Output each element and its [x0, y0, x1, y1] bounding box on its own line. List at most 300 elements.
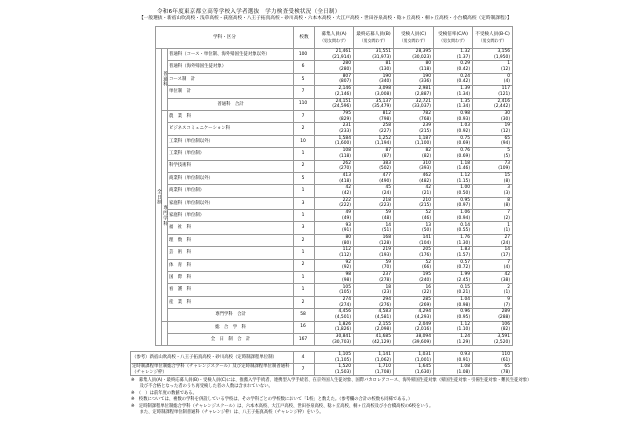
- previous-year-value: (8): [503, 178, 511, 184]
- current-year-value: 280: [342, 61, 352, 67]
- value-cell: [434, 160, 473, 172]
- previous-year-value: (12): [501, 129, 511, 135]
- schools-count-cell: 1: [294, 284, 315, 296]
- current-year-value: 168: [382, 234, 392, 240]
- value-cell: [473, 110, 513, 122]
- previous-year-value: (798): [379, 116, 392, 122]
- value-cell: [315, 333, 354, 345]
- previous-year-value: (0.98): [456, 302, 471, 308]
- value-cell: [394, 247, 434, 259]
- category-label: 普通科（海外帰国生徒対象）: [168, 61, 294, 73]
- current-year-value: 1.35: [460, 98, 471, 104]
- group-label: 普通科: [162, 49, 168, 111]
- current-year-value: 59: [385, 210, 392, 216]
- category-label: 商業科（単位制以外）: [168, 172, 294, 184]
- current-year-value: 2: [507, 284, 511, 290]
- value-cell: [434, 185, 473, 197]
- value-cell: [434, 172, 473, 184]
- category-label: 商業科（単位制）: [168, 185, 294, 197]
- previous-year-value: (31,973): [372, 54, 392, 60]
- current-year-value: 1: [507, 61, 511, 67]
- footnote-line: ※ 募集人員(A)・最終応募人員(B)・受検人員(C)には、推薦入学手続者、連携型入学手続者、在京外国人生徒対象、国際バカロレアコース、海外帰国生徒対象（帰国生徒対象・引揚生徒対象・難民生徒対象）: [131, 378, 532, 383]
- schools-count-cell: 16: [294, 321, 315, 333]
- value-cell: [473, 135, 513, 147]
- previous-year-value: (24,596): [332, 104, 352, 110]
- value-cell: [473, 172, 513, 184]
- value-cell: [315, 296, 354, 308]
- current-year-value: 477: [382, 173, 392, 178]
- previous-year-value: (280): [339, 67, 352, 73]
- previous-year-value: (4,501): [335, 314, 352, 320]
- current-year-value: 28,395: [415, 49, 432, 55]
- table-row: [156, 197, 513, 209]
- value-cell: [434, 247, 473, 259]
- current-year-value: 190: [382, 73, 392, 79]
- previous-year-value: (1.10): [456, 327, 471, 333]
- previous-year-value: (0.42): [456, 79, 471, 85]
- current-year-value: 0.76: [460, 148, 471, 154]
- category-label: 農 業 科: [168, 110, 294, 122]
- previous-year-value: (2): [503, 215, 511, 221]
- current-year-value: 98: [345, 272, 352, 278]
- header-col-c: 受検人員(C) （男女問わず）: [394, 27, 434, 49]
- current-year-value: 1,826: [338, 321, 352, 327]
- value-cell: [473, 352, 513, 364]
- current-year-value: 14: [504, 247, 511, 253]
- previous-year-value: (92): [342, 265, 352, 271]
- previous-year-value: (23): [382, 290, 392, 296]
- value-cell: [315, 197, 354, 209]
- value-cell: [394, 110, 434, 122]
- value-cell: [473, 364, 513, 376]
- value-cell: [473, 98, 513, 110]
- current-year-value: 274: [342, 296, 352, 302]
- category-label: 理 数 科: [168, 234, 294, 246]
- previous-year-value: (5): [503, 153, 511, 159]
- current-year-value: 15: [504, 173, 511, 178]
- current-year-value: 239: [422, 123, 432, 129]
- footnotes: [131, 378, 531, 417]
- previous-year-value: (4,293): [415, 314, 432, 320]
- schools-count-cell: 5: [294, 172, 315, 184]
- value-cell: [434, 352, 473, 364]
- previous-year-value: (35,479): [372, 104, 392, 110]
- previous-year-value: (50): [422, 228, 432, 234]
- value-cell: [354, 160, 394, 172]
- current-year-value: 24,151: [335, 98, 352, 104]
- schools-count-cell: 2: [294, 296, 315, 308]
- current-year-value: 16: [425, 284, 432, 290]
- value-cell: [434, 222, 473, 234]
- value-cell: [434, 73, 473, 85]
- schools-count-cell: 7: [294, 86, 315, 98]
- current-year-value: 2,981: [418, 86, 432, 92]
- table-row: [156, 284, 513, 296]
- current-year-value: 0.57: [460, 259, 471, 265]
- value-cell: [434, 321, 473, 333]
- value-cell: [473, 160, 513, 172]
- header-col-ca: 受検倍率(C/A) （男女問わず）: [434, 27, 473, 49]
- current-year-value: 237: [382, 272, 392, 278]
- value-cell: [394, 123, 434, 135]
- header-category: 学科・区分: [156, 27, 294, 49]
- footnote-line: ※ （ ）は前年度の数値である。: [131, 390, 197, 396]
- current-year-value: 1.83: [460, 247, 471, 253]
- current-year-value: 105: [342, 284, 352, 290]
- footnote-line: また、定時制課程単位制普通科（チャレンジ枠）は、八王子拓真高校（チャレンジ枠）をいう。: [131, 410, 324, 416]
- previous-year-value: (1.46): [456, 166, 471, 172]
- current-year-value: 1: [507, 222, 511, 228]
- previous-year-value: (768): [419, 116, 432, 122]
- current-year-value: 52: [425, 259, 432, 265]
- table-row: [156, 86, 513, 98]
- current-year-value: 222: [342, 197, 352, 203]
- value-cell: [434, 86, 473, 98]
- previous-year-value: (1,105): [335, 357, 351, 363]
- previous-year-value: (46): [422, 215, 432, 221]
- current-year-value: 65: [504, 364, 510, 370]
- current-year-value: 9: [507, 296, 511, 302]
- schools-count-cell: 1: [294, 210, 315, 222]
- schools-count-cell: 2: [294, 234, 315, 246]
- value-cell: [473, 321, 513, 333]
- value-cell: [473, 309, 513, 321]
- main-table-body: [156, 49, 513, 346]
- header-row: [156, 27, 513, 49]
- header-schools: 校数: [294, 27, 315, 49]
- current-year-value: 18: [385, 284, 392, 290]
- value-cell: [434, 234, 473, 246]
- schools-count-cell: 1: [294, 247, 315, 259]
- value-cell: [315, 234, 354, 246]
- current-year-value: 0.95: [460, 197, 471, 203]
- value-cell: [473, 333, 513, 345]
- value-cell: [354, 172, 394, 184]
- table-row: [156, 247, 513, 259]
- previous-year-value: (233): [339, 129, 352, 135]
- category-label: コース制 計: [168, 73, 294, 85]
- previous-year-value: (0.95): [456, 314, 471, 320]
- value-cell: [354, 222, 394, 234]
- category-label: 専門学科 合計: [168, 309, 294, 321]
- value-cell: [394, 160, 434, 172]
- previous-year-value: (2,098): [375, 327, 392, 333]
- table-row: [156, 110, 513, 122]
- value-cell: [434, 98, 473, 110]
- previous-year-value: (30,703): [332, 339, 352, 345]
- previous-year-value: (98): [342, 277, 352, 283]
- previous-year-value: (1.57): [456, 252, 471, 258]
- current-year-value: 0.15: [460, 284, 471, 290]
- category-label: 単位制 計: [168, 86, 294, 98]
- current-year-value: 795: [342, 111, 352, 117]
- current-year-value: 38,094: [415, 334, 432, 340]
- schools-count-cell: 10: [294, 135, 315, 147]
- previous-year-value: (269): [419, 302, 432, 308]
- previous-year-value: (24): [501, 240, 511, 246]
- value-cell: [394, 98, 434, 110]
- current-year-value: 42: [345, 185, 352, 191]
- previous-year-value: (1,600): [335, 141, 352, 147]
- previous-year-value: (0.55): [456, 228, 471, 234]
- current-year-value: 87: [385, 148, 392, 154]
- value-cell: [354, 352, 394, 364]
- current-year-value: 1,645: [418, 364, 431, 370]
- previous-year-value: (109): [498, 166, 511, 172]
- previous-year-value: (94): [501, 141, 511, 147]
- value-cell: [354, 98, 394, 110]
- current-year-value: 0: [507, 73, 511, 79]
- value-cell: [354, 86, 394, 98]
- previous-year-value: (4,581): [375, 314, 392, 320]
- value-cell: [354, 259, 394, 271]
- value-cell: [354, 148, 394, 160]
- previous-year-value: (0.69): [456, 141, 471, 147]
- category-label: 全 日 制 合 計: [168, 333, 294, 345]
- current-year-value: 110: [501, 352, 510, 357]
- previous-year-value: (24): [382, 190, 392, 196]
- previous-year-value: (418): [339, 178, 352, 184]
- current-year-value: 31,551: [375, 49, 392, 55]
- previous-year-value: (0.72): [456, 265, 471, 271]
- previous-year-value: (22): [422, 290, 432, 296]
- previous-year-value: (51): [382, 228, 392, 234]
- previous-year-value: (0.21): [456, 290, 471, 296]
- current-year-value: 141: [422, 234, 432, 240]
- previous-year-value: (91): [342, 228, 352, 234]
- previous-year-value: (2,887): [415, 91, 432, 97]
- reference-row: [131, 364, 513, 376]
- previous-year-value: (1.34): [456, 104, 471, 110]
- current-year-value: 92: [345, 259, 352, 265]
- table-row: [156, 135, 513, 147]
- value-cell: [394, 259, 434, 271]
- value-cell: [315, 364, 354, 376]
- value-cell: [315, 309, 354, 321]
- previous-year-value: (222): [339, 203, 352, 209]
- value-cell: [394, 333, 434, 345]
- category-label: 科学技術科: [168, 160, 294, 172]
- category-label: 福 祉 科: [168, 222, 294, 234]
- schools-count-cell: 3: [294, 222, 315, 234]
- value-cell: [434, 272, 473, 284]
- current-year-value: 1.76: [460, 234, 471, 240]
- table-row: [156, 148, 513, 160]
- current-year-value: 49: [345, 210, 352, 216]
- value-cell: [473, 272, 513, 284]
- previous-year-value: (336): [419, 79, 432, 85]
- schools-count-cell: 167: [294, 333, 315, 345]
- value-cell: [473, 296, 513, 308]
- current-year-value: 32,721: [415, 98, 432, 104]
- current-year-value: 21,461: [335, 49, 352, 55]
- current-year-value: 1.18: [460, 160, 471, 166]
- value-cell: [473, 86, 513, 98]
- value-cell: [473, 222, 513, 234]
- current-year-value: 1.12: [460, 173, 471, 178]
- current-year-value: 1.24: [460, 334, 471, 340]
- current-year-value: 80: [345, 234, 352, 240]
- value-cell: [315, 210, 354, 222]
- previous-year-value: (829): [339, 116, 352, 122]
- current-year-value: 41,685: [375, 334, 392, 340]
- current-year-value: 310: [422, 160, 432, 166]
- value-cell: [394, 61, 434, 73]
- current-year-value: 3: [507, 185, 511, 191]
- current-year-value: 30: [504, 111, 511, 117]
- current-year-value: 413: [342, 173, 352, 178]
- current-year-value: 73: [504, 160, 511, 166]
- value-cell: [394, 197, 434, 209]
- table-row: [156, 210, 513, 222]
- schools-count-cell: 3: [294, 197, 315, 209]
- value-cell: [394, 73, 434, 85]
- value-cell: [354, 247, 394, 259]
- table-row: [156, 222, 513, 234]
- value-cell: [315, 247, 354, 259]
- value-cell: [315, 61, 354, 73]
- current-year-value: 1.08: [460, 364, 470, 370]
- current-year-value: 1.99: [460, 272, 471, 278]
- current-year-value: 4,294: [418, 309, 432, 315]
- previous-year-value: (42): [342, 190, 352, 196]
- current-year-value: 782: [422, 111, 432, 117]
- previous-year-value: (48): [382, 215, 392, 221]
- category-label: 工業科（単位制以外）: [168, 135, 294, 147]
- value-cell: [434, 123, 473, 135]
- current-year-value: 7: [507, 210, 511, 216]
- previous-year-value: (1.15): [456, 178, 471, 184]
- current-year-value: 0.75: [460, 135, 471, 141]
- table-row: [156, 98, 513, 110]
- value-cell: [394, 234, 434, 246]
- current-year-value: 1.04: [460, 296, 471, 302]
- value-cell: [315, 160, 354, 172]
- previous-year-value: (2.45): [456, 277, 471, 283]
- table-row: [156, 259, 513, 271]
- current-year-value: 1.03: [460, 123, 471, 129]
- previous-year-value: (21): [422, 190, 432, 196]
- previous-year-value: (393): [419, 166, 432, 172]
- current-year-value: 14: [385, 222, 392, 228]
- previous-year-value: (176): [419, 252, 432, 258]
- previous-year-value: (1): [503, 290, 511, 296]
- previous-year-value: (118): [339, 153, 352, 159]
- previous-year-value: (0.93): [456, 116, 471, 122]
- previous-year-value: (39,609): [412, 339, 432, 345]
- previous-year-value: (274): [339, 302, 352, 308]
- value-cell: [354, 309, 394, 321]
- schools-count-cell: 2: [294, 123, 315, 135]
- previous-year-value: (0.94): [456, 215, 471, 221]
- schools-count-cell: 100: [294, 49, 315, 61]
- value-cell: [434, 210, 473, 222]
- value-cell: [315, 352, 354, 364]
- previous-year-value: (38): [501, 277, 511, 283]
- current-year-value: 4,583: [378, 309, 392, 315]
- reference-label: 定時制課程単位制総合学科（チャレンジスクール）及び定時制課程単位制普通科（チャレンジ枠）: [131, 364, 294, 376]
- value-cell: [394, 272, 434, 284]
- value-cell: [394, 284, 434, 296]
- schools-count-cell: 1: [294, 185, 315, 197]
- previous-year-value: (0.97): [456, 203, 471, 209]
- value-cell: [354, 210, 394, 222]
- previous-year-value: (70): [382, 265, 392, 271]
- value-cell: [473, 197, 513, 209]
- current-year-value: 1,141: [378, 352, 391, 357]
- previous-year-value: (87): [382, 153, 392, 159]
- previous-year-value: (128): [379, 240, 392, 246]
- schools-count-cell: 1: [294, 272, 315, 284]
- previous-year-value: (490): [379, 178, 392, 184]
- previous-year-value: (227): [379, 129, 392, 135]
- previous-year-value: (2,442): [494, 104, 511, 110]
- current-year-value: 2,416: [497, 98, 511, 104]
- value-cell: [434, 309, 473, 321]
- current-year-value: 106: [501, 321, 511, 327]
- previous-year-value: (340): [379, 79, 392, 85]
- table-row: [156, 73, 513, 85]
- current-year-value: 0.14: [460, 222, 471, 228]
- current-year-value: 7: [507, 259, 511, 265]
- table-row: [156, 272, 513, 284]
- value-cell: [354, 296, 394, 308]
- current-year-value: 0.98: [460, 111, 471, 117]
- current-year-value: 807: [342, 73, 352, 79]
- value-cell: [473, 259, 513, 271]
- current-year-value: 289: [501, 309, 511, 315]
- reference-label: （参考）新宿山吹高校・八王子拓真高校・砂川高校（定時制課程単位制）: [131, 352, 294, 364]
- current-year-value: 81: [385, 61, 392, 67]
- table-row: [156, 172, 513, 184]
- previous-year-value: (1,950): [494, 54, 511, 60]
- schools-count-cell: 6: [294, 61, 315, 73]
- footnote-line: ※ 定時制課程単位制総合学科（チャレンジスクール）は、六本木高校、大江戸高校、世田谷泉高校、稔ヶ丘高校、桐ヶ丘高校及び小台橋高校の6校をいう。: [131, 403, 434, 409]
- schools-count-cell: 58: [294, 309, 315, 321]
- current-year-value: 80: [425, 61, 432, 67]
- value-cell: [394, 364, 434, 376]
- value-cell: [434, 148, 473, 160]
- value-cell: [434, 135, 473, 147]
- previous-year-value: (121): [498, 91, 511, 97]
- previous-year-value: (0.91): [456, 357, 470, 363]
- schools-count-cell: 110: [294, 98, 315, 110]
- current-year-value: 1.00: [460, 185, 471, 191]
- schools-count-cell: 5: [294, 73, 315, 85]
- current-year-value: 27: [504, 234, 511, 240]
- current-year-value: 218: [382, 197, 392, 203]
- previous-year-value: (0.50): [456, 190, 471, 196]
- category-label: 総 合 学 科: [168, 321, 294, 333]
- value-cell: [434, 197, 473, 209]
- value-cell: [315, 172, 354, 184]
- value-cell: [354, 321, 394, 333]
- current-year-value: 1,105: [338, 352, 351, 357]
- value-cell: [354, 272, 394, 284]
- previous-year-value: (104): [419, 240, 432, 246]
- value-cell: [315, 272, 354, 284]
- value-cell: [394, 296, 434, 308]
- reference-table-body: [131, 352, 513, 376]
- current-year-value: 0.24: [460, 73, 471, 79]
- current-year-value: 383: [382, 160, 392, 166]
- current-year-value: 1,187: [418, 135, 432, 141]
- previous-year-value: (0.69): [456, 153, 471, 159]
- previous-year-value: (1,100): [415, 141, 432, 147]
- value-cell: [473, 148, 513, 160]
- value-cell: [434, 364, 473, 376]
- value-cell: [394, 86, 434, 98]
